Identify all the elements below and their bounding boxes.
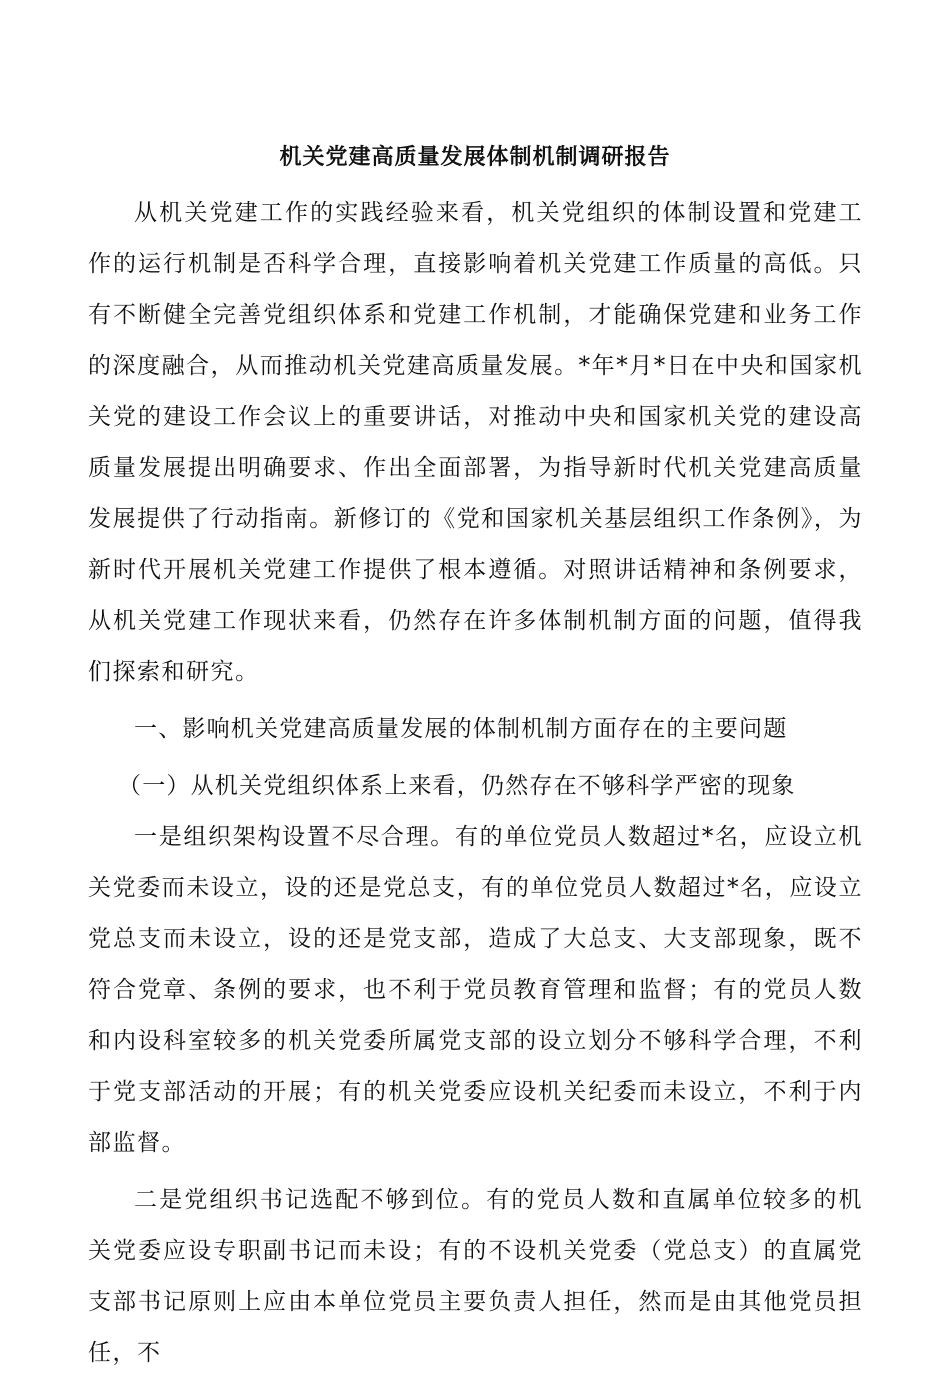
document-title: 机关党建高质量发展体制机制调研报告 <box>279 144 671 170</box>
intro-paragraph: 从机关党建工作的实践经验来看，机关党组织的体制设置和党建工作的运行机制是否科学合理，直接影响着机关党建工作质量的高低。只有不断健全完善党组织体系和党建工作机制，才能确保党建和业务工作的深度融合，从而推动机关党建高质量发展。*年*月*日在中央和国家机关党的建设工作会议上的重要讲话，对推动中央和国家机关党的建设高质量发展提出明确要求、作出全面部署，为指导新时代机关党建高质量发展提供了行动指南。新修订的《党和国家机关基层组织工作条例》，为新时代开展机关党建工作提供了根本遵循。对照讲话精神和条例要求，从机关党建工作现状来看，仍然存在许多体制机制方面的问题，值得我们探索和研究。 <box>88 200 863 685</box>
point-one-paragraph: 一是组织架构设置不尽合理。有的单位党员人数超过*名，应设立机关党委而未设立，设的还是党总支，有的单位党员人数超过*名，应设立党总支而未设立，设的还是党支部，造成了大总支、大支部现象，既不符合党章、条例的要求，也不利于党员教育管理和监督；有的党员人数和内设科室较多的机关党委所属党支部的设立划分不够科学合理，不利于党支部活动的开展；有的机关党委应设机关纪委而未设立，不利于内部监督。 <box>88 824 863 1156</box>
subsection-heading: （一）从机关党组织体系上来看，仍然存在不够科学严密的现象 <box>118 773 796 799</box>
document-body <box>88 188 863 1379</box>
section-heading: 一、影响机关党建高质量发展的体制机制方面存在的主要问题 <box>134 716 788 742</box>
point-two-paragraph: 二是党组织书记选配不够到位。有的党员人数和直属单位较多的机关党委应设专职副书记而未设；有的不设机关党委（党总支）的直属党支部书记原则上应由本单位党员主要负责人担任，然而是由其他党员担任，不 <box>88 1187 863 1366</box>
